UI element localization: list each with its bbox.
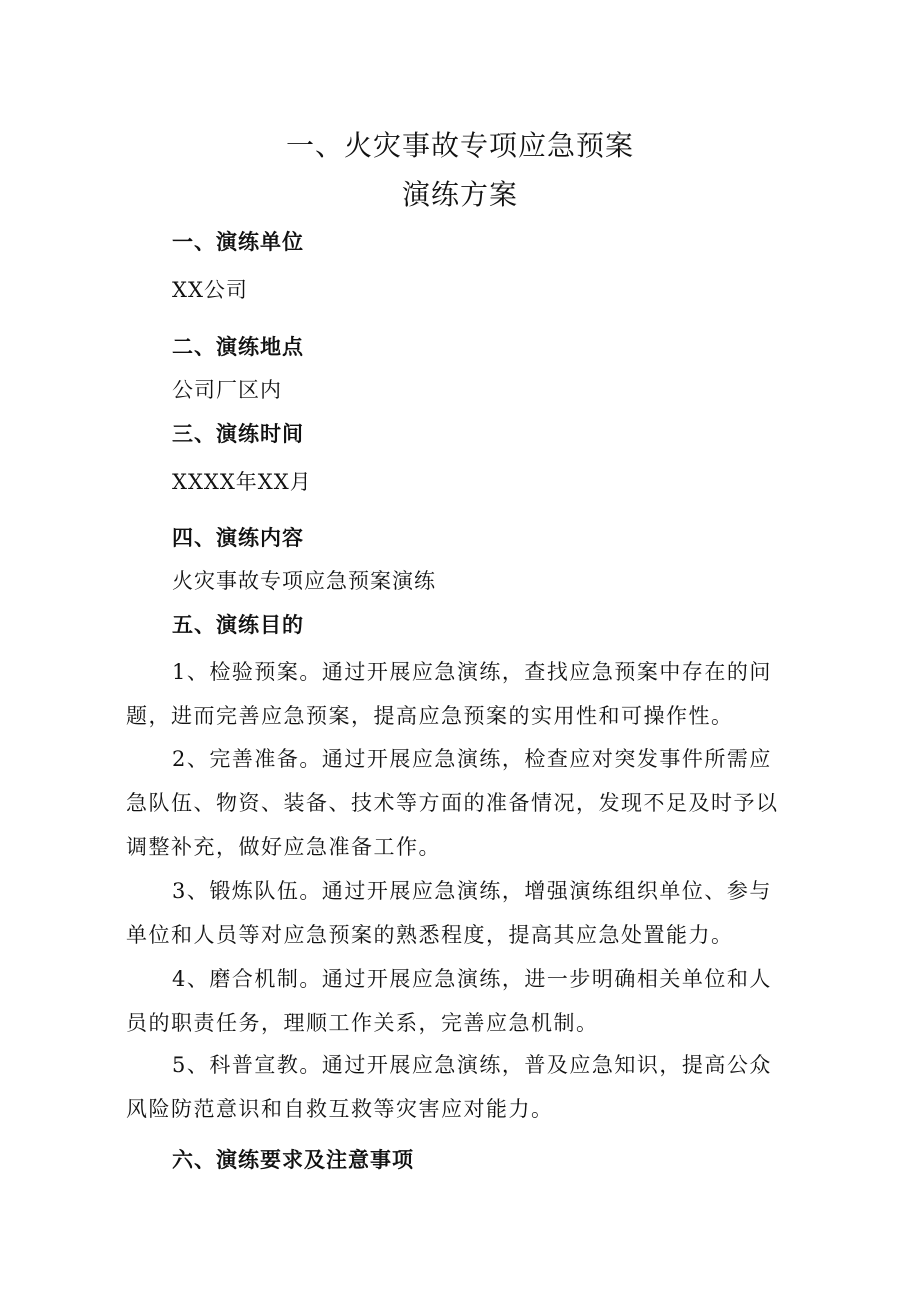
paragraph-line: 员的职责任务，理顺工作关系，完善应急机制。 — [126, 1011, 599, 1035]
section-body-unit: XX公司 — [172, 278, 248, 302]
paragraph-line: 题，进而完善应急预案，提高应急预案的实用性和可操作性。 — [126, 704, 734, 728]
paragraph-line: 1、检验预案。通过开展应急演练，查找应急预案中存在的问 — [172, 660, 772, 684]
section-heading-time: 三、演练时间 — [172, 421, 304, 446]
purpose-paragraph-3 — [126, 869, 792, 957]
purpose-paragraph-1 — [126, 650, 792, 738]
section-heading-purpose: 五、演练目的 — [172, 612, 304, 637]
paragraph-line: 急队伍、物资、装备、技术等方面的准备情况，发现不足及时予以 — [126, 791, 779, 815]
paragraph-line: 2、完善准备。通过开展应急演练，检查应对突发事件所需应 — [172, 747, 772, 771]
section-heading-location: 二、演练地点 — [172, 334, 304, 359]
document-subtitle: 演练方案 — [401, 178, 518, 211]
section-heading-requirements: 六、演练要求及注意事项 — [172, 1147, 414, 1172]
purpose-paragraph-2 — [126, 737, 792, 869]
section-body-location: 公司厂区内 — [172, 378, 282, 402]
section-body-time: XXXX年XX月 — [172, 470, 312, 494]
paragraph-line: 风险防范意识和自救互救等灾害应对能力。 — [126, 1097, 554, 1121]
section-heading-content: 四、演练内容 — [172, 525, 304, 550]
paragraph-line: 3、锻炼队伍。通过开展应急演练，增强演练组织单位、参与 — [172, 879, 772, 903]
section-heading-unit: 一、演练单位 — [172, 229, 304, 254]
paragraph-line: 调整补充，做好应急准备工作。 — [126, 835, 441, 859]
section-body-content: 火灾事故专项应急预案演练 — [172, 569, 436, 593]
paragraph-line: 单位和人员等对应急预案的熟悉程度，提高其应急处置能力。 — [126, 923, 734, 947]
paragraph-line: 4、磨合机制。通过开展应急演练，进一步明确相关单位和人 — [172, 967, 772, 991]
document-title: 一、火灾事故专项应急预案 — [285, 129, 634, 162]
paragraph-line: 5、科普宣教。通过开展应急演练，普及应急知识，提高公众 — [172, 1053, 772, 1077]
purpose-paragraph-5 — [126, 1043, 792, 1131]
purpose-paragraph-4 — [126, 957, 792, 1045]
